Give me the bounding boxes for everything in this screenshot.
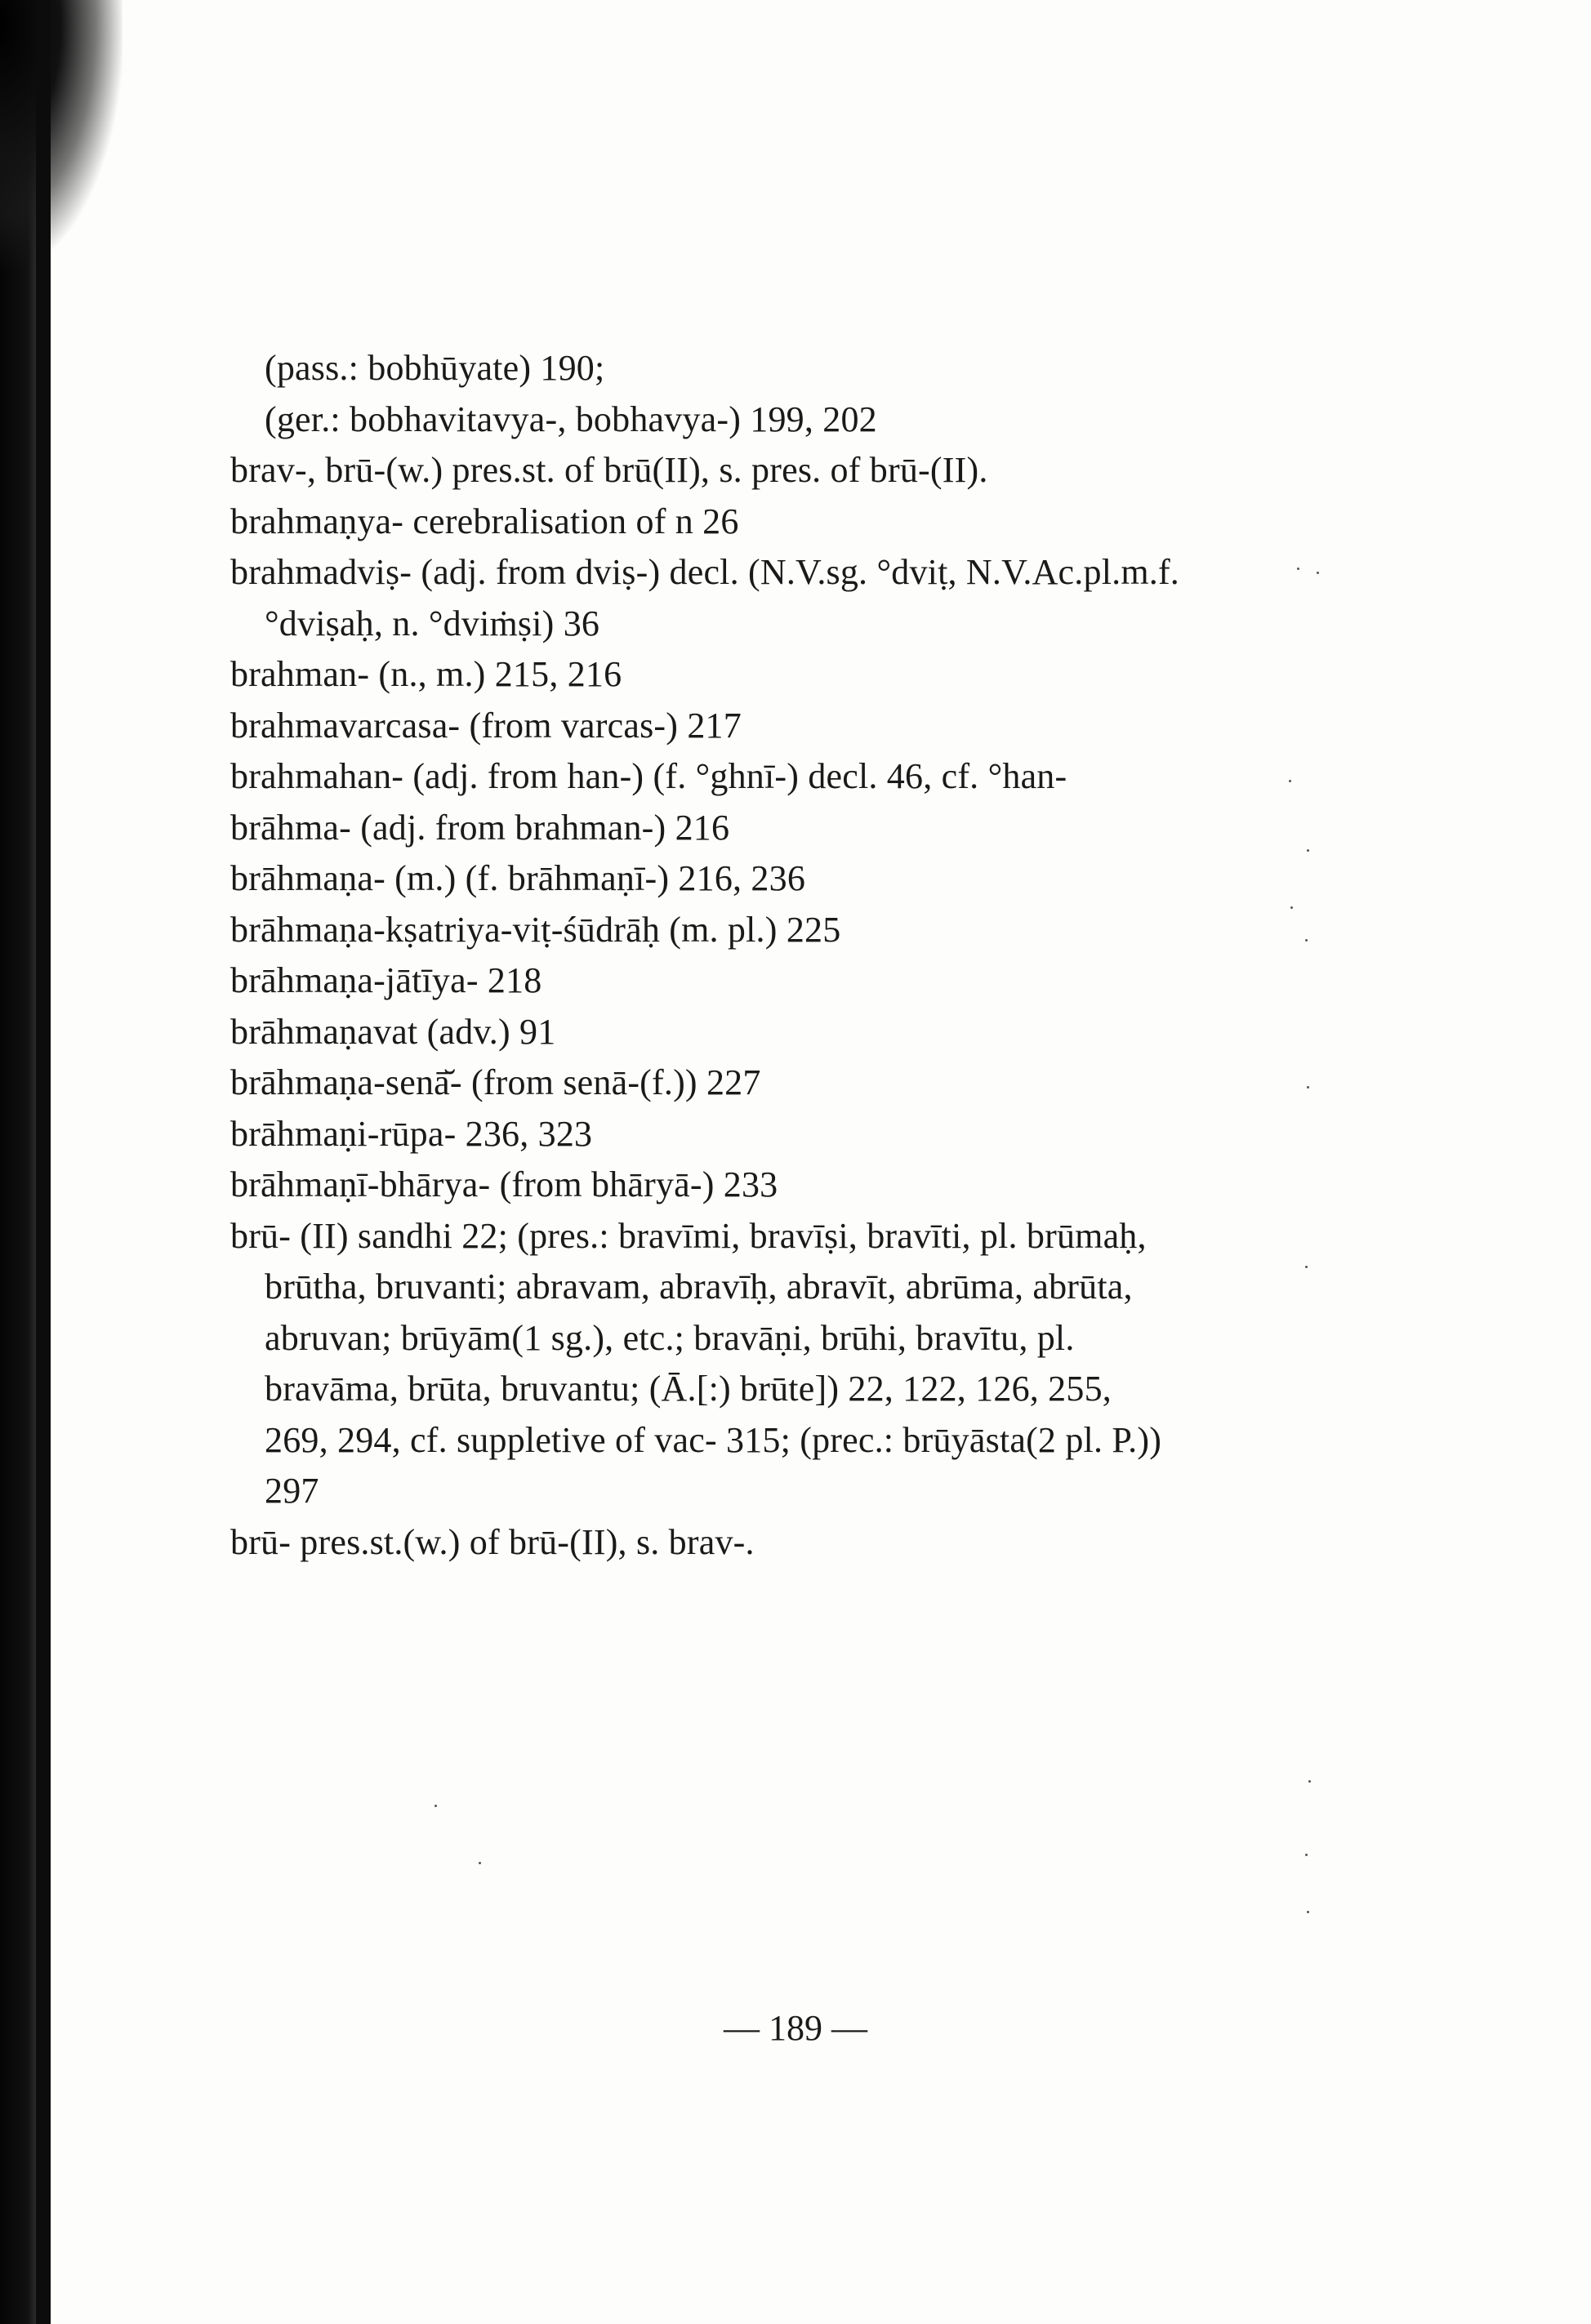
index-entry: °dviṣaḥ, n. °dviṁṣi) 36 — [265, 603, 600, 643]
index-entry: 297 — [265, 1471, 319, 1511]
index-entry: brahmahan- (adj. from han-) (f. °ghnī-) decl. 46, cf. °han- — [230, 756, 1067, 796]
index-entry: brāhma- (adj. from brahman-) 216 — [230, 807, 730, 848]
index-entry: brū- pres.st.(w.) of brū-(II), s. brav-. — [230, 1521, 755, 1562]
index-entry: brahmavarcasa- (from varcas-) 217 — [230, 705, 742, 746]
index-entry: brāhmaṇa- (m.) (f. brāhmaṇī-) 216, 236 — [230, 858, 806, 898]
index-entry: (ger.: bobhavitavya-, bobhavya-) 199, 202 — [265, 398, 877, 439]
page-number: — 189 — — [724, 2008, 867, 2048]
scan-speckle — [1305, 1854, 1308, 1856]
scan-speckle — [435, 1805, 437, 1807]
index-entry: brav-, brū-(w.) pres.st. of brū(II), s. pres. of brū-(II). — [230, 450, 988, 490]
index-entry: brāhmaṇavat (adv.) 91 — [230, 1011, 556, 1052]
binding-rule — [36, 0, 51, 2324]
index-entry: brāhmaṇī-bhārya- (from bhāryā-) 233 — [230, 1164, 778, 1204]
index-entry: (pass.: bobhūyate) 190; — [265, 348, 605, 388]
index-entry: brāhmaṇa-jātīya- 218 — [230, 960, 542, 1000]
index-entry: brahman- (n., m.) 215, 216 — [230, 654, 622, 694]
index-entry: brahmadviṣ- (adj. from dviṣ-) decl. (N.V.sg. °dviṭ, N.V.Ac.pl.m.f. — [230, 552, 1179, 592]
index-entry: brū- (II) sandhi 22; (pres.: bravīmi, bravīṣi, bravīti, pl. brūmaḥ, — [230, 1215, 1147, 1256]
index-entry: abruvan; brūyām(1 sg.), etc.; bravāṇi, brūhi, bravītu, pl. — [265, 1317, 1075, 1358]
scan-speckle — [1307, 1911, 1309, 1913]
index-entries — [230, 343, 1374, 1568]
index-entry: brāhmaṇa-senā̆- (from senā-(f.)) 227 — [230, 1062, 761, 1102]
index-entry: bravāma, brūta, bruvantu; (Ā.[:) brūte]) 22, 122, 126, 255, — [265, 1369, 1112, 1409]
index-entry: brāhmaṇa-kṣatriya-viṭ-śūdrāḥ (m. pl.) 225 — [230, 909, 841, 950]
scan-speckle — [1308, 1780, 1311, 1783]
binding-shadow — [0, 0, 123, 269]
index-entry: brūtha, bruvanti; abravam, abravīḥ, abravīt, abrūma, abrūta, — [265, 1267, 1133, 1307]
index-entry: brahmaṇya- cerebralisation of n 26 — [230, 501, 739, 541]
index-entry: 269, 294, cf. suppletive of vac- 315; (prec.: brūyāsta(2 pl. P.)) — [265, 1419, 1162, 1460]
index-entry: brāhmaṇi-rūpa- 236, 323 — [230, 1113, 593, 1154]
scan-speckle — [479, 1862, 481, 1864]
